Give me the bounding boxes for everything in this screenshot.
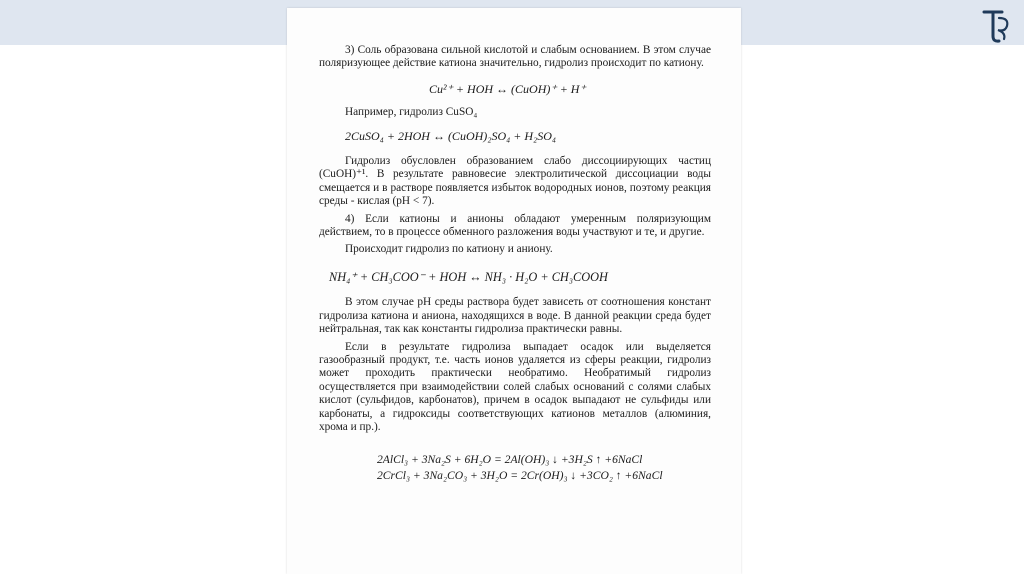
formula-ammonium-acetate: NH₄⁺ + CH₃COO⁻ + HOH ↔ NH₃ · H₂O + CH₃COOH — [329, 269, 608, 284]
document-page — [287, 8, 741, 574]
formula-cuso4-hydrolysis: 2CuSO₄ + 2HOH ↔ (CuOH)₂SO₄ + H₂SO₄ — [345, 128, 557, 143]
example-cuso4: Например, гидролиз CuSO₄ — [345, 106, 478, 119]
paragraph-hydrolysis-both: Происходит гидролиз по катиону и аниону. — [345, 243, 553, 256]
formula-alcl3: 2AlCl₃ + 3Na₂S + 6H₂O = 2Al(OH)₃ ↓ +3H₂S ↑ +6NaCl — [377, 453, 643, 467]
paragraph-hydrolysis-cause: Гидролиз обусловлен образованием слабо диссоциирующих частиц (CuOH)⁺¹. В результате равновесие электролитической диссоциации воды смещается и в растворе появляется избыток водородных ионов, поэтому реакция среды - кислая (pH < 7). — [319, 155, 711, 208]
paragraph-ph-dependence: В этом случае pH среды раствора будет зависеть от соотношения констант гидролиза катиона и аниона, находящихся в воде. В данной реакции среда будет нейтральная, так как константы гидролиза практически равны. — [319, 296, 711, 336]
formula-cu-hydrolysis: Cu²⁺ + HOH ↔ (CuOH)⁺ + H⁺ — [429, 81, 586, 96]
logo-icon — [976, 6, 1016, 46]
paragraph-irreversible: Если в результате гидролиза выпадает осадок или выделяется газообразный продукт, т.е. часть ионов удаляется из сферы реакции, гидролиз может проходить практически необратимо. Необратимый гидролиз осуществляется при взаимодействии солей слабых оснований с солями слабых кислот (сульфидов, карбонатов), причем в осадок выпадают не сульфиды или карбонаты, а гидроксиды соответствующих катионов металлов (алюминия, хрома и пр.). — [319, 340, 711, 433]
formula-crcl3: 2CrCl₃ + 3Na₂CO₃ + 3H₂O = 2Cr(OH)₃ ↓ +3CO₂ ↑ +6NaCl — [377, 469, 663, 483]
paragraph-cation-anion: 4) Если катионы и анионы обладают умеренным поляризующим действием, то в процессе обменного разложения воды участвуют и те, и другие. — [319, 212, 711, 239]
paragraph-salt-strong-acid: 3) Соль образована сильной кислотой и слабым основанием. В этом случае поляризующее действие катиона значительно, гидролиз происходит по катиону. — [319, 44, 711, 70]
